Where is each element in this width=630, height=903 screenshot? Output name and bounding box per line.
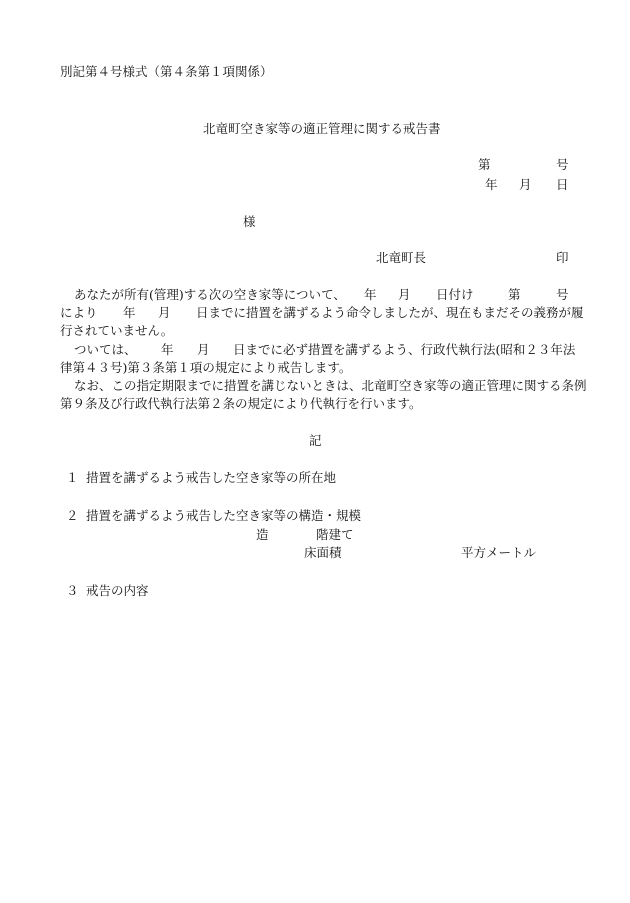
form-header: 別記第４号様式（第４条第１項関係） — [60, 64, 273, 79]
date-month: 月 — [519, 177, 532, 192]
item-2 — [66, 508, 361, 524]
structure-kaidate: 階建て — [316, 527, 354, 542]
structure-zo: 造 — [256, 527, 269, 542]
p3-line1: なお、この指定期限までに措置を講じないときは、北竜町空き家等の適正管理に関する条例 — [74, 378, 587, 393]
date-year: 年 — [485, 177, 498, 192]
p2-line1-month: 月 — [197, 342, 210, 357]
document-title: 北竜町空き家等の適正管理に関する戒告書 — [203, 121, 441, 136]
p1-line2-month: 月 — [158, 305, 171, 320]
doc-number-go: 号 — [556, 157, 569, 172]
issuer-name: 北竜町長 — [376, 250, 427, 265]
item-3-text: 戒告の内容 — [86, 583, 149, 598]
p1-line1-month: 月 — [398, 287, 411, 302]
item-3 — [66, 583, 149, 599]
addressee-suffix: 様 — [243, 214, 256, 229]
item-2-number: ２ — [66, 508, 79, 523]
item-1-text: 措置を講ずるよう戒告した空き家等の所在地 — [86, 470, 337, 485]
structure-unit: 平方メートル — [461, 545, 537, 560]
date-day: 日 — [556, 177, 569, 192]
ki-heading: 記 — [309, 433, 322, 448]
structure-floor-area: 床面積 — [304, 545, 342, 560]
p1-line2-text: 日までに措置を講ずるよう命令しましたが、現在もまだその義務が履 — [196, 305, 584, 320]
doc-number-dai: 第 — [478, 157, 491, 172]
issuer-seal: 印 — [556, 250, 569, 265]
item-1-number: １ — [66, 470, 79, 485]
p1-line1-go: 号 — [556, 287, 569, 302]
p1-line1-text: あなたが所有(管理)する次の空き家等について、 — [74, 287, 346, 302]
p2-line1-text: 日までに必ず措置を講ずるよう、行政代執行法(昭和２３年法 — [233, 342, 576, 357]
p2-line1-year: 年 — [161, 342, 174, 357]
p2-line1-prefix: ついては、 — [74, 342, 137, 357]
p1-line1-dated: 日付け — [436, 287, 474, 302]
item-2-text: 措置を講ずるよう戒告した空き家等の構造・規模 — [86, 508, 362, 523]
p3-line2: 第９条及び行政代執行法第２条の規定により代執行を行います。 — [60, 396, 422, 411]
p1-line2-prefix: により — [60, 305, 98, 320]
p1-line3: 行されていません。 — [60, 323, 174, 338]
p1-line2-year: 年 — [123, 305, 136, 320]
p1-line1-dai: 第 — [508, 287, 521, 302]
p2-line2: 律第４３号)第３条第１項の規定により戒告します。 — [60, 360, 352, 375]
item-3-number: ３ — [66, 583, 79, 598]
p1-line1-year: 年 — [364, 287, 377, 302]
item-1 — [66, 470, 336, 486]
